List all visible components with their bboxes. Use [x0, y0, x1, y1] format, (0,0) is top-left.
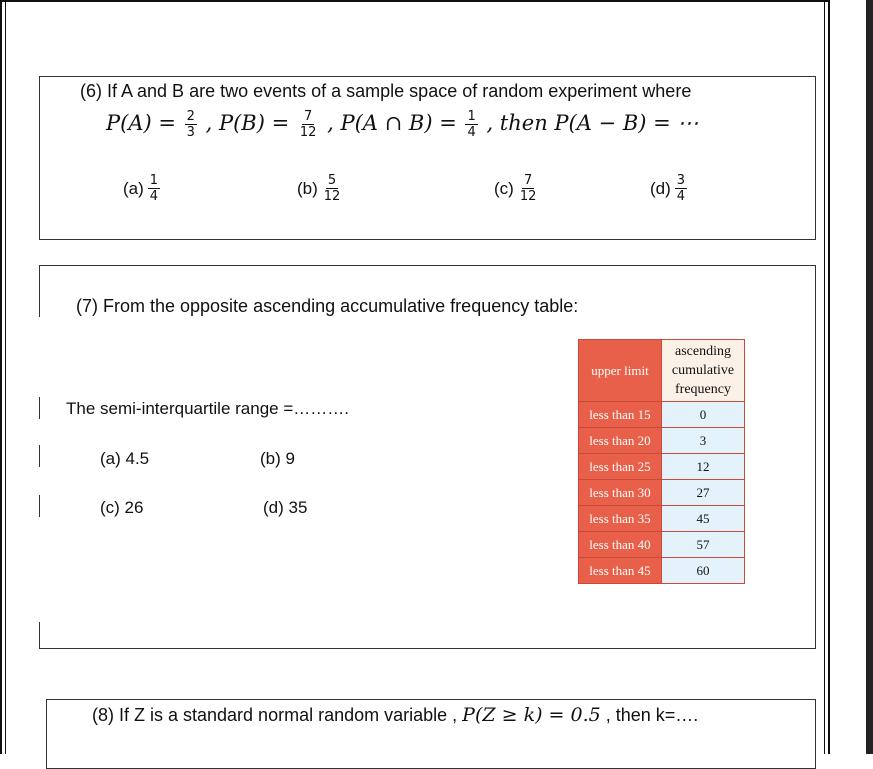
q7-left-rule-2	[39, 397, 40, 419]
pab-label: , P(A ∩ B) =	[327, 111, 457, 135]
q7-left-rule-1	[39, 265, 40, 317]
option-7a[interactable]: (a) 4.5	[100, 449, 150, 468]
question-8-stem: (8) If Z is a standard normal random variable , P(Z ≥ k) = 0.5 , then k=….	[92, 704, 699, 726]
frequency-table	[578, 339, 745, 584]
option-6c[interactable]: (c) $\frac{7}{12}$	[494, 173, 537, 204]
table-row: less than 45 60	[579, 558, 745, 584]
page-border-left-inner	[5, 0, 6, 754]
header-ascending-cumulative-frequency: ascending cumulative frequency	[662, 340, 745, 402]
question-7-stem: (7) From the opposite ascending accumulative frequency table:	[76, 296, 579, 316]
question-7-prompt: The semi-interquartile range =……….	[66, 399, 349, 418]
pa-label: P(A) =	[106, 111, 176, 135]
table-row: less than 20 3	[579, 428, 745, 454]
question-8-math: P(Z ≥ k) = 0.5	[462, 704, 601, 726]
page-border-right-inner	[824, 0, 825, 754]
header-upper-limit: upper limit	[579, 340, 662, 402]
question-6-formula	[106, 109, 698, 140]
table-row: less than 35 45	[579, 506, 745, 532]
question-6-box	[39, 76, 816, 240]
q7-left-rule-4	[39, 495, 40, 517]
q7-left-rule-5	[39, 622, 40, 649]
q7-left-rule-3	[39, 445, 40, 467]
table-row: less than 15 0	[579, 402, 745, 428]
table-row: less than 40 57	[579, 532, 745, 558]
question-6-stem: (6) If A and B are two events of a sample space of random experiment where	[80, 81, 692, 101]
option-7b[interactable]: (b) 9	[260, 449, 295, 468]
right-edge-strip	[866, 0, 873, 754]
table-header-row	[579, 340, 745, 402]
page-border-top	[0, 0, 830, 2]
page-border-left	[0, 0, 2, 754]
option-6b[interactable]: (b) $\frac{5}{12}$	[297, 173, 341, 204]
table-row: less than 30 27	[579, 480, 745, 506]
pb-label: , P(B) =	[205, 111, 290, 135]
pa-fraction: $\frac{2}{3}$	[186, 109, 195, 140]
table-row: less than 25 12	[579, 454, 745, 480]
option-6a[interactable]: (a) $\frac{1}{4}$	[123, 173, 159, 204]
pb-fraction: $\frac{7}{12}$	[299, 109, 317, 140]
page-border-right	[828, 0, 830, 754]
option-7d[interactable]: (d) 35	[263, 498, 308, 517]
then-label: , then P(A − B) = ⋯	[486, 111, 699, 135]
option-6d[interactable]: (d) $\frac{3}{4}$	[650, 173, 686, 204]
pab-fraction: $\frac{1}{4}$	[467, 109, 476, 140]
option-7c[interactable]: (c) 26	[100, 498, 144, 517]
